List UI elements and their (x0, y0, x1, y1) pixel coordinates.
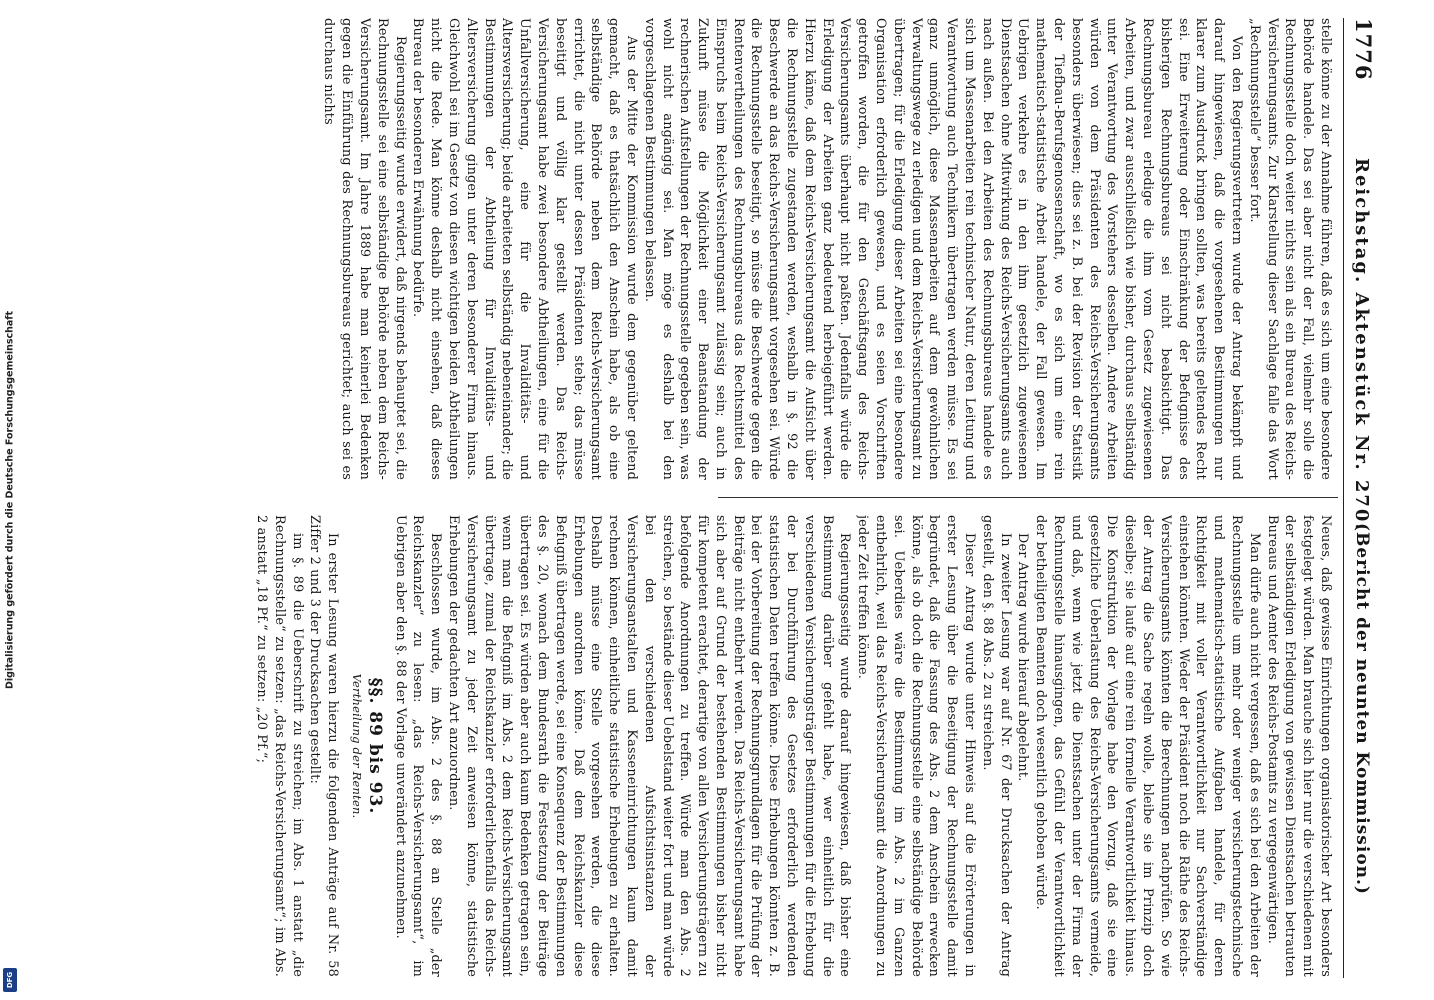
section-heading: §§. 89 bis 93. (364, 677, 385, 815)
page-header (1343, 18, 1378, 978)
paragraph: Dieser Antrag wurde unter Hinweis auf die Erörterungen in erster Lesung über die Beseitigung der Rechnungsstelle damit begründet, daß die Fassung des Abs. 2 dem Anschein erwecken könne, als ob doch die Rechnungsstelle eine selbständige Behörde sei. Ueberdies wäre die Bestimmung im Abs. 2 im Ganzen entbehrlich, weil das Reichs-Versicherungsamt die Anordnungen zu jeder Zeit treffen könne. (855, 515, 978, 977)
running-head-right: (Bericht der neunten Kommission.) (1352, 523, 1372, 895)
dfg-logo (3, 968, 17, 992)
paragraph: Regierungsseitig wurde erwidert, daß nirgends behauptet sei, die Rechnungsstelle sei eine selbständige Behörde neben dem Reichs-Versicherungsamt. Im Jahre 1889 habe man keinerlei Bedenken gegen die Einführung des Rechnungsbureaus gerichtet; auch sei es durchaus nichts (321, 18, 408, 480)
left-column (94, 18, 1334, 480)
dfg-logo-text: DFG (6, 971, 14, 989)
paragraph: In erster Lesung waren hierzu die folgenden Anträge auf Nr. 58 Ziffer 2 und 3 der Drucksachen gestellt: (307, 515, 341, 977)
paragraph: Man dürfe auch nicht vergessen, daß es sich bei den Arbeiten der Rechnungsstelle um mehr oder weniger versicherungstechnische und mathematisch-statistische Aufgaben handele, für deren Richtigkeit mit voller Verantwortlichkeit nur Sachverständige einstehen könnten. Weder der Präsident noch die Räthe des Reichs-Versicherungsamts könnten die Berechnungen nachprüfen. So wie der Antrag die Sache regeln wolle, bleibe sie im Prinzip doch dieselbe; sie laufe auf eine rein formelle Verantwortlichkeit hinaus. Die Konstruktion der Vorlage habe den Vorzug, daß sie eine gesetzliche Ueberlastung des Reichs-Versicherungsamts vermeide, und daß, wenn wie jetzt die Dienstsachen unter der Firma der Rechnungsstelle hinausgingen, das Gefühl der Verantwortlichkeit der betheiligten Beamten doch wesentlich gehoben würde. (1033, 515, 1262, 977)
digitization-watermark (2, 0, 18, 1000)
page-number: 1776 (1351, 18, 1376, 81)
paragraph: Der Antrag wurde hierauf abgelehnt. (1015, 533, 1031, 782)
watermark-text: Digitalisierung gefördert durch die Deutsche Forschungsgemeinschaft (4, 311, 16, 689)
running-head: Reichstag. Aktenstück Nr. 270. (1351, 158, 1372, 532)
paragraph: In zweiter Lesung war auf Nr. 67 der Drucksachen der Antrag gestellt, den §. 88 Abs. 2 zu streichen. (979, 515, 1013, 977)
column-divider (718, 497, 1338, 498)
paragraph: Regierungsseitig wurde darauf hingewiesen, daß bisher eine Bestimmung darüber gefehlt habe, wer einheitlich für die verschiedenen Versicherungsträger Bestimmungen für die Erhebung der bei Durchführung des Gesetzes erforderlich werdenden statistischen Daten treffen könne. Diese Erhebungen könnten z. B. bei der Vorbereitung der Rechnungsgrundlagen für die Prüfung der Beiträge nicht entbehrt werden. Das Reichs-Versicherungsamt habe sich aber auf Grund der bestehenden Bestimmungen bisher nicht für kompetent erachtet, derartige von allen Versicherungsträgern zu befolgende Anordnungen zu treffen. Würde man den Abs. 2 streichen, so bestände dieser Uebelstand weiter fort und man würde bei den verschiedenen Aufsichtsinstanzen der Versicherungsanstalten und Kasseneinrichtungen kaum damit rechnen können, einheitliche statistische Erhebungen zu erhalten. Deshalb müsse eine Stelle vorgesehen werden, die diese Erhebungen anordnen könne. Daß dem Reichskanzler diese Befugniß übertragen werde, sei eine Konsequenz der Bestimmungen des §. 20, wonach dem Bundesrath die Festsetzung der Beiträge übertragen sei. Es würden aber auch kaum Bedenken getragen sein, wenn man die Befugniß im Abs. 2 dem Reichs-Versicherungsamt übertrage, zumal der Reichskanzler erforderlichenfalls das Reichs-Versicherungsamt zu jeder Zeit anweisen könne, statistische Erhebungen der gedachten Art anzuordnen. (445, 515, 853, 977)
section-subtitle: Vertheilung der Renten. (349, 673, 364, 819)
right-column (94, 515, 1334, 977)
paragraph: Von den Regierungsvertretern wurde der Antrag bekämpft und darauf hingewiesen, daß die vorgesehenen Bestimmungen nur klarer zum Ausdruck bringen sollten, was bereits geltendes Recht sei. Eine Erweiterung oder Einschränkung der Befugnisse des bisherigen Rechnungsbureaus sei nicht beabsichtigt. Das Rechnungsbureau erledige die ihm vom Gesetz zugewiesenen Arbeiten, und zwar ausschließlich wie bisher, durchaus selbständig unter Verantwortung des Vorstehers desselben. Andere Arbeiten würden von dem Präsidenten des Reichs-Versicherungsamts besonders überwiesen; dies sei z. B. bei der Revision der Statistik der Tiefbau-Berufsgenossenschaft, wo es sich um eine rein mathematisch-statistische Arbeit handele, der Fall gewesen. Im Uebrigen verkehre es in den ihm gesetzlich zugewiesenen Dienstsachen ohne Mitwirkung des Reichs-Versicherungsamts auch nach außen. Bei den Arbeiten des Rechnungsbureaus handele es sich um Massenarbeiten rein technischer Natur, deren Leitung und Verantwortung auch Technikern übertragen werden müsse. Es sei ganz unmöglich, diese Massenarbeiten auf dem gewöhnlichen Verwaltungswege zu erledigen und dem Reichs-Versicherungsamt zu übertragen; für die Erledigung dieser Arbeiten sei eine besondere Organisation erforderlich gewesen, und es seien Vorschriften getroffen worden, die für den Geschäftsgang des Reichs-Versicherungsamts überhaupt nicht paßten. Jedenfalls würde die Erledigung der Arbeiten ganz bedeutend herbeigeführt werden. Hierzu käme, daß dem Reichs-Versicherungsamt die Aufsicht über die Rechnungsstelle zugestanden werden, weshalb in §. 92 die Beschwerde an das Reichs-Versicherungsamt vorgesehen sei. Würde die Rechnungsstelle beseitigt, so müsse die Beschwerde gegen die Rentenvertheilungen des Rechnungsbureaus das Rechtsmittel des Einspruchs beim Reichs-Versicherungsamt zulässig sein; auch in Zukunft müsse die Möglichkeit einer Beanstandung der rechnerischen Aufstellungen der Rechnungsstelle gegeben sein, was wohl nicht angängig sei. Man möge es deshalb bei den vorgeschlagenen Bestimmungen belassen. (641, 18, 1245, 480)
paragraph: stelle könne zu der Annahme führen, daß es sich um eine besondere Behörde handele. Das sei aber nicht der Fall, vielmehr solle die Rechnungsstelle doch weiter nichts sein als ein Bureau des Reichs-Versicherungsamts. Zur Klarstellung dieser Sachlage falle das Wort „Rechnungsstelle“ besser fort. (1246, 18, 1333, 480)
paragraph: Aus der Mitte der Kommission wurde dem gegenüber geltend gemacht, daß es thatsächlich den Anschein habe, als ob eine selbständige Behörde neben dem Reichs-Versicherungsamt errichtet, die nicht unter dessen Präsidenten stehe; das müsse beseitigt und völlig klar gestellt werden. Das Reichs-Versicherungsamt habe zwei besondere Abtheilungen, eine für die Unfallversicherung, eine für die Invaliditäts- und Altersversicherung; beide arbeiteten selbständig nebeneinander; die Bestimmungen der Abtheilung für Invaliditäts- und Altersversicherung gingen unter deren besonderer Firma hinaus. Gleichwohl sei im Gesetz von diesen wichtigen beiden Abtheilungen nicht die Rede. Man könne deshalb nicht einsehen, daß dieses Bureau der besonderen Erwähnung bedürfe. (410, 18, 639, 480)
paragraph: im §. 89 die Ueberschrift zu streichen; im Abs. 1 anstatt „die Rechnungsstelle“ zu setzen: „das Reichs-Versicherungsamt“; im Abs. 2 anstatt „18 Pf.“ zu setzen: „20 Pf.“; (253, 515, 305, 977)
paragraph: Beschlossen wurde, im Abs. 2 des §. 88 an Stelle „der Reichskanzler“ zu lesen: „das Reichs-Versicherungsamt“, im Uebrigen aber den §. 88 der Vorlage unverändert anzunehmen. (392, 515, 444, 977)
scanned-page (78, 18, 1378, 978)
paragraph: Neues, daß gewisse Einrichtungen organisatorischer Art besonders festgelegt würden. Man brauche sich hier nur die verschiedenen mit der selbständigen Erledigung von gewissen Dienstsachen betrauten Bureaus und Aemter des Reichs-Postamts zu vergegenwärtigen. (1264, 515, 1333, 977)
